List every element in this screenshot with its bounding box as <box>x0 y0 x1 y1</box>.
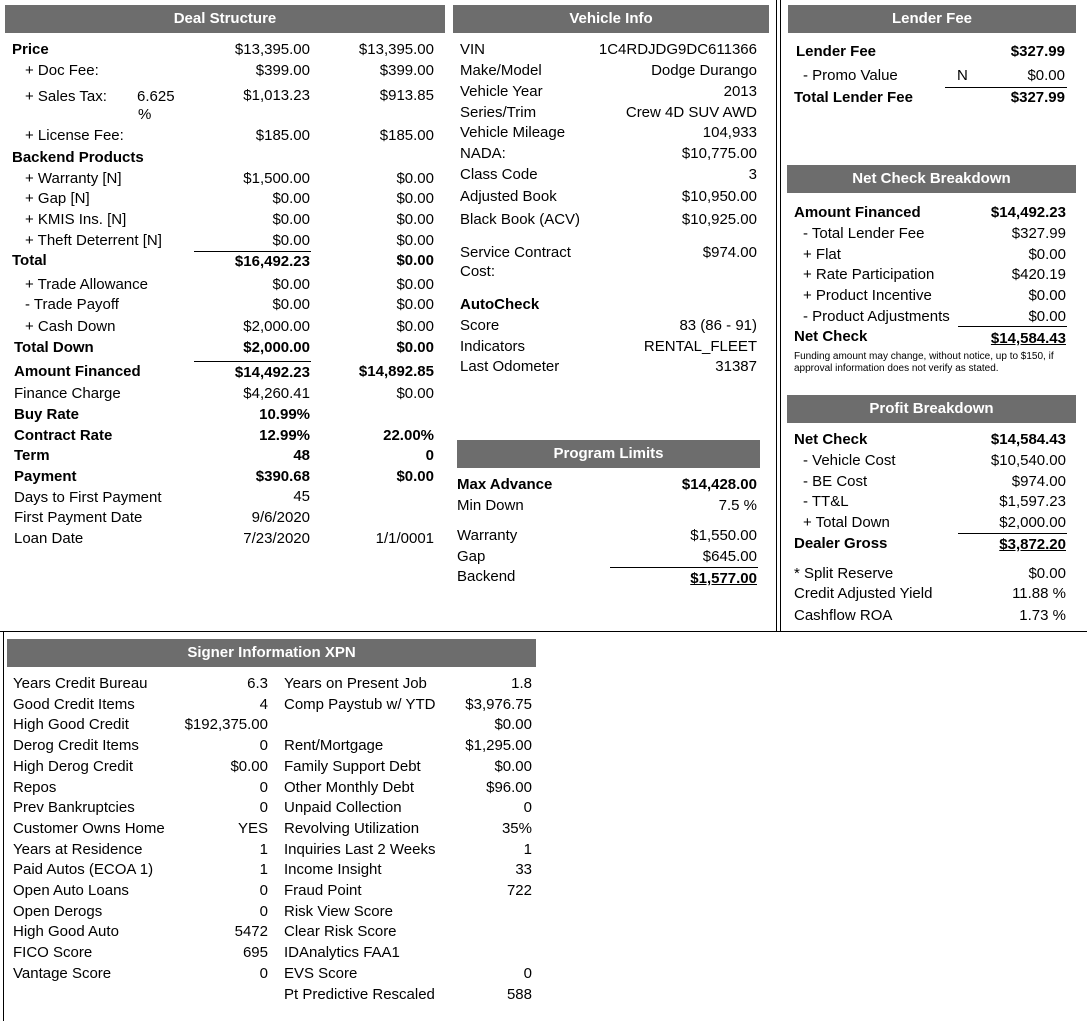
signer-left-value: 1 <box>259 861 268 878</box>
nc-rate-participation-value: $420.19 <box>1011 266 1066 283</box>
class-code-value: 3 <box>748 166 757 183</box>
pb-be-cost-value: $974.00 <box>1011 473 1066 490</box>
days-first-payment-label: Days to First Payment <box>14 489 162 506</box>
signer-left-value: $192,375.00 <box>184 716 268 733</box>
nc-net-check-underline <box>958 326 1067 327</box>
total-value-1: $16,492.23 <box>234 253 310 270</box>
lender-fee-header: Lender Fee <box>788 5 1076 33</box>
pb-credit-yield-value: 11.88 % <box>1012 585 1066 602</box>
net-check-breakdown-header: Net Check Breakdown <box>787 165 1076 193</box>
signer-right-value: 33 <box>515 861 532 878</box>
total-value-2: $0.00 <box>396 252 434 269</box>
days-first-payment-value: 45 <box>293 488 310 505</box>
signer-right-label: Clear Risk Score <box>284 923 397 940</box>
limits-backend-label: Backend <box>457 568 516 585</box>
nc-flat-value: $0.00 <box>1028 246 1066 263</box>
price-value-2: $13,395.00 <box>358 41 434 58</box>
signer-right-value: 0 <box>523 965 532 982</box>
pb-cashflow-value: 1.73 % <box>1019 607 1066 624</box>
max-advance-value: $14,428.00 <box>681 476 757 493</box>
cash-down-label: + Cash Down <box>25 318 116 335</box>
buy-rate-value-1: 10.99% <box>259 406 310 423</box>
nc-product-adjustments-value: $0.00 <box>1028 308 1066 325</box>
signer-left-label: Vantage Score <box>13 965 112 982</box>
signer-left-value: 0 <box>259 965 268 982</box>
adjusted-book-label: Adjusted Book <box>460 188 557 205</box>
signer-left-value: 0 <box>259 779 268 796</box>
funding-note: Funding amount may change, without notice, up to $150, if approval information does not verify as stated. <box>794 351 1054 374</box>
nc-net-check-value: $14,584.43 <box>990 330 1066 347</box>
signer-left-value: 0 <box>259 737 268 754</box>
lender-fee-value: $327.99 <box>1010 43 1065 60</box>
program-limits-header: Program Limits <box>457 440 760 468</box>
series-trim-label: Series/Trim <box>460 104 537 121</box>
profit-breakdown-header: Profit Breakdown <box>787 395 1076 423</box>
signer-right-label: Fraud Point <box>284 882 362 899</box>
signer-left-label: Customer Owns Home <box>13 820 165 837</box>
promo-value: $0.00 <box>1027 67 1065 84</box>
pb-net-check-label: Net Check <box>794 431 868 448</box>
divider-vertical-1 <box>776 0 777 632</box>
last-odometer-value: 31387 <box>715 358 757 375</box>
nada-value: $10,775.00 <box>681 145 757 162</box>
nc-product-incentive-value: $0.00 <box>1028 287 1066 304</box>
nc-total-lender-fee-value: $327.99 <box>1011 225 1066 242</box>
class-code-label: Class Code <box>460 166 538 183</box>
total-down-label: Total Down <box>14 339 94 356</box>
signer-left-label: Repos <box>13 779 57 796</box>
pb-split-reserve-value: $0.00 <box>1028 565 1066 582</box>
total-lender-fee-label: Total Lender Fee <box>794 89 913 106</box>
signer-right-label: Comp Paystub w/ YTD <box>284 696 436 713</box>
signer-left-value: 5472 <box>234 923 268 940</box>
trade-allowance-value-1: $0.00 <box>272 276 310 293</box>
signer-right-value: $0.00 <box>494 758 532 775</box>
first-payment-date-label: First Payment Date <box>14 509 143 526</box>
signer-right-label: Pt Predictive Rescaled <box>284 986 435 1003</box>
signer-right-label: Revolving Utilization <box>284 820 420 837</box>
amount-financed-value-2: $14,892.85 <box>358 363 434 380</box>
make-model-label: Make/Model <box>460 62 542 79</box>
pb-vehicle-cost-value: $10,540.00 <box>990 452 1066 469</box>
signer-left-value: 4 <box>259 696 268 713</box>
signer-right-value: $96.00 <box>486 779 532 796</box>
trade-allowance-value-2: $0.00 <box>396 276 434 293</box>
gap-value-1: $0.00 <box>272 190 310 207</box>
total-down-value-2: $0.00 <box>396 339 434 356</box>
theft-label: + Theft Deterrent [N] <box>25 232 162 249</box>
indicators-label: Indicators <box>460 338 526 355</box>
gap-value-2: $0.00 <box>396 190 434 207</box>
signer-left-label: Paid Autos (ECOA 1) <box>13 861 154 878</box>
signer-right-value: $0.00 <box>494 716 532 733</box>
signer-left-label: Good Credit Items <box>13 696 135 713</box>
amount-financed-label: Amount Financed <box>14 363 141 380</box>
buy-rate-label: Buy Rate <box>14 406 80 423</box>
signer-right-label: Inquiries Last 2 Weeks <box>284 841 436 858</box>
backend-overline <box>610 567 758 568</box>
contract-rate-value-1: 12.99% <box>259 427 310 444</box>
loan-date-value-2: 1/1/0001 <box>375 530 434 547</box>
signer-right-label: Unpaid Collection <box>284 799 402 816</box>
signer-right-value: $1,295.00 <box>465 737 532 754</box>
first-payment-date-value: 9/6/2020 <box>251 509 310 526</box>
min-down-value: 7.5 % <box>718 497 757 514</box>
pb-split-reserve-label: * Split Reserve <box>794 565 894 582</box>
total-underline <box>194 251 311 252</box>
signer-left-label: Derog Credit Items <box>13 737 139 754</box>
sales-tax-rate: 6.625 <box>137 88 175 105</box>
amount-financed-value-1: $14,492.23 <box>234 364 310 381</box>
theft-value-1: $0.00 <box>272 232 310 249</box>
signer-right-label: Income Insight <box>284 861 382 878</box>
pb-net-check-value: $14,584.43 <box>990 431 1066 448</box>
finance-charge-value-2: $0.00 <box>396 385 434 402</box>
pb-ttl-value: $1,597.23 <box>999 493 1066 510</box>
signer-right-label: Risk View Score <box>284 903 393 920</box>
min-down-label: Min Down <box>457 497 524 514</box>
vin-label: VIN <box>460 41 486 58</box>
nc-total-lender-fee-label: - Total Lender Fee <box>803 225 925 242</box>
signer-left-value: $0.00 <box>230 758 268 775</box>
pb-cashflow-label: Cashflow ROA <box>794 607 893 624</box>
signer-left-value: 0 <box>259 882 268 899</box>
trade-allowance-label: + Trade Allowance <box>25 276 148 293</box>
service-contract-cost-label: Cost: <box>460 263 496 280</box>
pb-dealer-gross-underline <box>958 533 1067 534</box>
service-contract-label: Service Contract <box>460 244 571 261</box>
limits-gap-label: Gap <box>457 548 486 565</box>
vin-value: 1C4RDJDG9DC611366 <box>598 41 757 58</box>
payment-value-1: $390.68 <box>255 468 310 485</box>
signer-left-label: High Good Credit <box>13 716 129 733</box>
backend-products-label: Backend Products <box>12 149 144 166</box>
license-fee-value-1: $185.00 <box>255 127 310 144</box>
signer-left-label: Open Derogs <box>13 903 103 920</box>
nc-product-incentive-label: + Product Incentive <box>803 287 932 304</box>
pb-dealer-gross-value: $3,872.20 <box>999 536 1066 553</box>
finance-charge-label: Finance Charge <box>14 385 121 402</box>
trade-payoff-label: - Trade Payoff <box>25 296 119 313</box>
signer-right-label: Family Support Debt <box>284 758 421 775</box>
license-fee-value-2: $185.00 <box>379 127 434 144</box>
finance-charge-value-1: $4,260.41 <box>243 385 310 402</box>
signer-right-label: Other Monthly Debt <box>284 779 415 796</box>
service-contract-value: $974.00 <box>702 244 757 261</box>
vehicle-year-label: Vehicle Year <box>460 83 543 100</box>
warranty-label: + Warranty [N] <box>25 170 122 187</box>
sales-tax-value-1: $1,013.23 <box>243 87 310 104</box>
signer-right-value: 0 <box>523 799 532 816</box>
pb-credit-yield-label: Credit Adjusted Yield <box>794 585 933 602</box>
last-odometer-label: Last Odometer <box>460 358 560 375</box>
signer-right-value: $3,976.75 <box>465 696 532 713</box>
total-lender-fee-underline <box>945 87 1067 88</box>
series-trim-value: Crew 4D SUV AWD <box>625 104 757 121</box>
total-label: Total <box>12 252 47 269</box>
promo-value-label: - Promo Value <box>803 67 898 84</box>
signer-left-label: Years Credit Bureau <box>13 675 148 692</box>
autocheck-label: AutoCheck <box>460 296 540 313</box>
pb-vehicle-cost-label: - Vehicle Cost <box>803 452 896 469</box>
limits-backend-value: $1,577.00 <box>690 570 757 587</box>
lender-fee-label: Lender Fee <box>796 43 877 60</box>
signer-left-label: Open Auto Loans <box>13 882 129 899</box>
signer-right-value: 1.8 <box>511 675 532 692</box>
divider-horizontal <box>0 631 1087 632</box>
signer-right-label: EVS Score <box>284 965 358 982</box>
signer-left-value: 6.3 <box>247 675 268 692</box>
indicators-value: RENTAL_FLEET <box>643 338 757 355</box>
black-book-value: $10,925.00 <box>681 211 757 228</box>
signer-right-value: 1 <box>523 841 532 858</box>
price-label: Price <box>12 41 49 58</box>
black-book-label: Black Book (ACV) <box>460 211 581 228</box>
divider-vertical-2 <box>780 0 781 632</box>
vehicle-year-value: 2013 <box>723 83 757 100</box>
doc-fee-value-1: $399.00 <box>255 62 310 79</box>
kmis-value-2: $0.00 <box>396 211 434 228</box>
signer-left-label: High Good Auto <box>13 923 119 940</box>
make-model-value: Dodge Durango <box>651 62 757 79</box>
payment-value-2: $0.00 <box>396 468 434 485</box>
loan-date-value-1: 7/23/2020 <box>243 530 310 547</box>
autocheck-score-value: 83 (86 - 91) <box>679 317 757 334</box>
vehicle-info-header: Vehicle Info <box>453 5 769 33</box>
limits-gap-value: $645.00 <box>702 548 757 565</box>
pb-be-cost-label: - BE Cost <box>803 473 868 490</box>
total-lender-fee-value: $327.99 <box>1010 89 1065 106</box>
gap-label: + Gap [N] <box>25 190 90 207</box>
deal-structure-header: Deal Structure <box>5 5 445 33</box>
term-label: Term <box>14 447 50 464</box>
max-advance-label: Max Advance <box>457 476 553 493</box>
nc-amount-financed-label: Amount Financed <box>794 204 921 221</box>
sales-tax-percent: % <box>138 106 152 123</box>
trade-payoff-value-2: $0.00 <box>396 296 434 313</box>
vehicle-mileage-value: 104,933 <box>702 124 757 141</box>
theft-value-2: $0.00 <box>396 232 434 249</box>
signer-left-label: High Derog Credit <box>13 758 134 775</box>
signer-left-label: Years at Residence <box>13 841 143 858</box>
signer-left-value: 0 <box>259 799 268 816</box>
cash-down-value-2: $0.00 <box>396 318 434 335</box>
contract-rate-value-2: 22.00% <box>383 427 434 444</box>
pb-dealer-gross-label: Dealer Gross <box>794 535 888 552</box>
pb-total-down-label: + Total Down <box>803 514 890 531</box>
amount-financed-underline <box>194 361 311 362</box>
signer-right-label: Years on Present Job <box>284 675 427 692</box>
kmis-value-1: $0.00 <box>272 211 310 228</box>
adjusted-book-value: $10,950.00 <box>681 188 757 205</box>
signer-left-value: YES <box>237 820 268 837</box>
total-down-value-1: $2,000.00 <box>243 339 310 356</box>
signer-right-value: 588 <box>506 986 532 1003</box>
signer-left-value: 1 <box>259 841 268 858</box>
signer-left-label: Prev Bankruptcies <box>13 799 135 816</box>
trade-payoff-value-1: $0.00 <box>272 296 310 313</box>
price-value-1: $13,395.00 <box>234 41 310 58</box>
nc-net-check-label: Net Check <box>794 328 868 345</box>
signer-right-label: Rent/Mortgage <box>284 737 384 754</box>
promo-flag: N <box>957 67 968 84</box>
kmis-label: + KMIS Ins. [N] <box>25 211 127 228</box>
vehicle-mileage-label: Vehicle Mileage <box>460 124 566 141</box>
license-fee-label: + License Fee: <box>25 127 124 144</box>
warranty-value-2: $0.00 <box>396 170 434 187</box>
pb-total-down-value: $2,000.00 <box>999 514 1066 531</box>
signer-left-label: FICO Score <box>13 944 93 961</box>
signer-information-header: Signer Information XPN <box>7 639 536 667</box>
signer-left-value: 0 <box>259 903 268 920</box>
nc-flat-label: + Flat <box>803 246 841 263</box>
doc-fee-value-2: $399.00 <box>379 62 434 79</box>
nc-amount-financed-value: $14,492.23 <box>990 204 1066 221</box>
limits-warranty-value: $1,550.00 <box>690 527 757 544</box>
payment-label: Payment <box>14 468 77 485</box>
sales-tax-label: + Sales Tax: <box>25 88 107 105</box>
nada-label: NADA: <box>460 145 506 162</box>
signer-right-value: 35% <box>501 820 532 837</box>
divider-vertical-signer <box>3 631 4 1021</box>
term-value-1: 48 <box>293 447 310 464</box>
loan-date-label: Loan Date <box>14 530 84 547</box>
pb-ttl-label: - TT&L <box>803 493 849 510</box>
contract-rate-label: Contract Rate <box>14 427 113 444</box>
sales-tax-value-2: $913.85 <box>379 87 434 104</box>
signer-left-value: 695 <box>242 944 268 961</box>
limits-warranty-label: Warranty <box>457 527 518 544</box>
cash-down-value-1: $2,000.00 <box>243 318 310 335</box>
autocheck-score-label: Score <box>460 317 500 334</box>
signer-right-label: IDAnalytics FAA1 <box>284 944 400 961</box>
term-value-2: 0 <box>425 447 434 464</box>
nc-rate-participation-label: + Rate Participation <box>803 266 935 283</box>
warranty-value-1: $1,500.00 <box>243 170 310 187</box>
doc-fee-label: + Doc Fee: <box>25 62 99 79</box>
signer-right-value: 722 <box>506 882 532 899</box>
nc-product-adjustments-label: - Product Adjustments <box>803 308 950 325</box>
